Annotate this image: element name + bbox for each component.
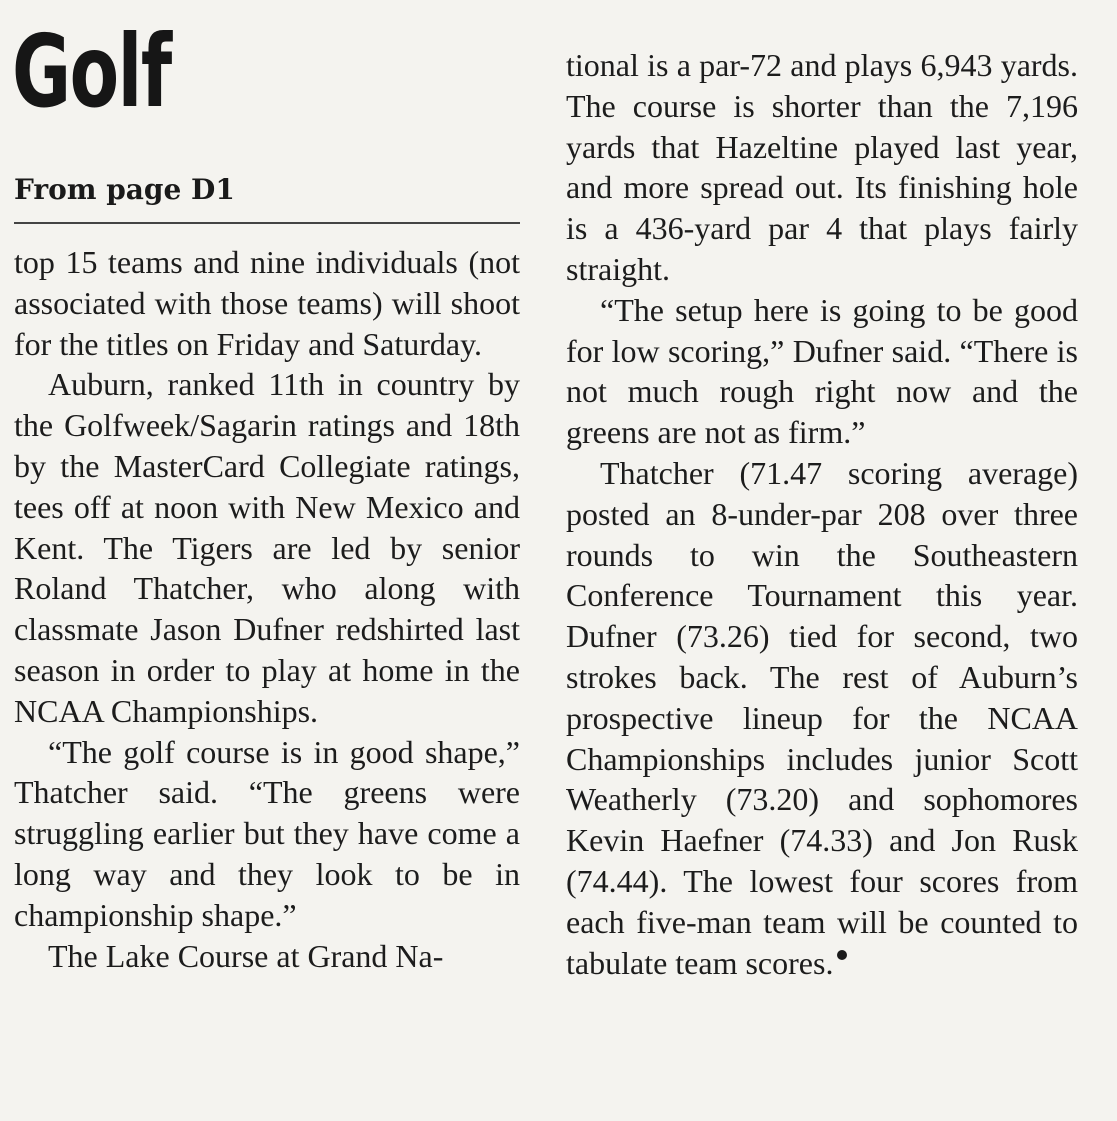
paragraph: tional is a par-72 and plays 6,943 yards. The course is shorter than the 7,196 yards that Hazeltine played last year, and more spread out. Its finishing hole is a 436-yard par 4 that plays fairly straight. bbox=[566, 47, 1078, 287]
paragraph: Auburn, ranked 11th in country by the Golfweek/Sagarin ratings and 18th by the MasterCard Collegiate ratings, tees off at noon with New Mexico and Kent. The Tigers are led by senior Roland Thatcher, who along with classmate Jason Dufner redshirted last season in order to play at home in the NCAA Championships. bbox=[14, 366, 520, 729]
paragraph-final bbox=[566, 453, 1078, 983]
paragraph: top 15 teams and nine individuals (not associated with those teams) will shoot for the titles on Friday and Saturday. bbox=[14, 244, 520, 362]
headline: Golf bbox=[12, 13, 171, 130]
right-column bbox=[566, 0, 1078, 983]
left-column bbox=[14, 0, 520, 976]
paragraph-text: Thatcher (71.47 scoring average) posted an 8-under-par 208 over three rounds to win the Southeastern Conference Tournament this year. Dufner (73.26) tied for second, two strokes back. The rest of Auburn’s prospective lineup for the NCAA Championships includes junior Scott Weatherly (73.20) and sophomores Kevin Haefner (74.33) and Jon Rusk (74.44). The lowest four scores from each five-man team will be counted to tabulate team scores. bbox=[566, 454, 1078, 981]
divider-rule bbox=[14, 222, 520, 224]
end-mark-bullet-icon bbox=[837, 950, 847, 960]
left-column-body bbox=[14, 242, 520, 976]
right-column-body bbox=[566, 45, 1078, 983]
jump-line: From page D1 bbox=[14, 173, 235, 206]
paragraph: “The golf course is in good shape,” Thatcher said. “The greens were struggling earlier but they have come a long way and they look to be in championship shape.” bbox=[14, 733, 520, 933]
paragraph: “The setup here is going to be good for low scoring,” Dufner said. “There is not much rough right now and the greens are not as firm.” bbox=[566, 291, 1078, 451]
paragraph: The Lake Course at Grand Na- bbox=[48, 937, 444, 974]
